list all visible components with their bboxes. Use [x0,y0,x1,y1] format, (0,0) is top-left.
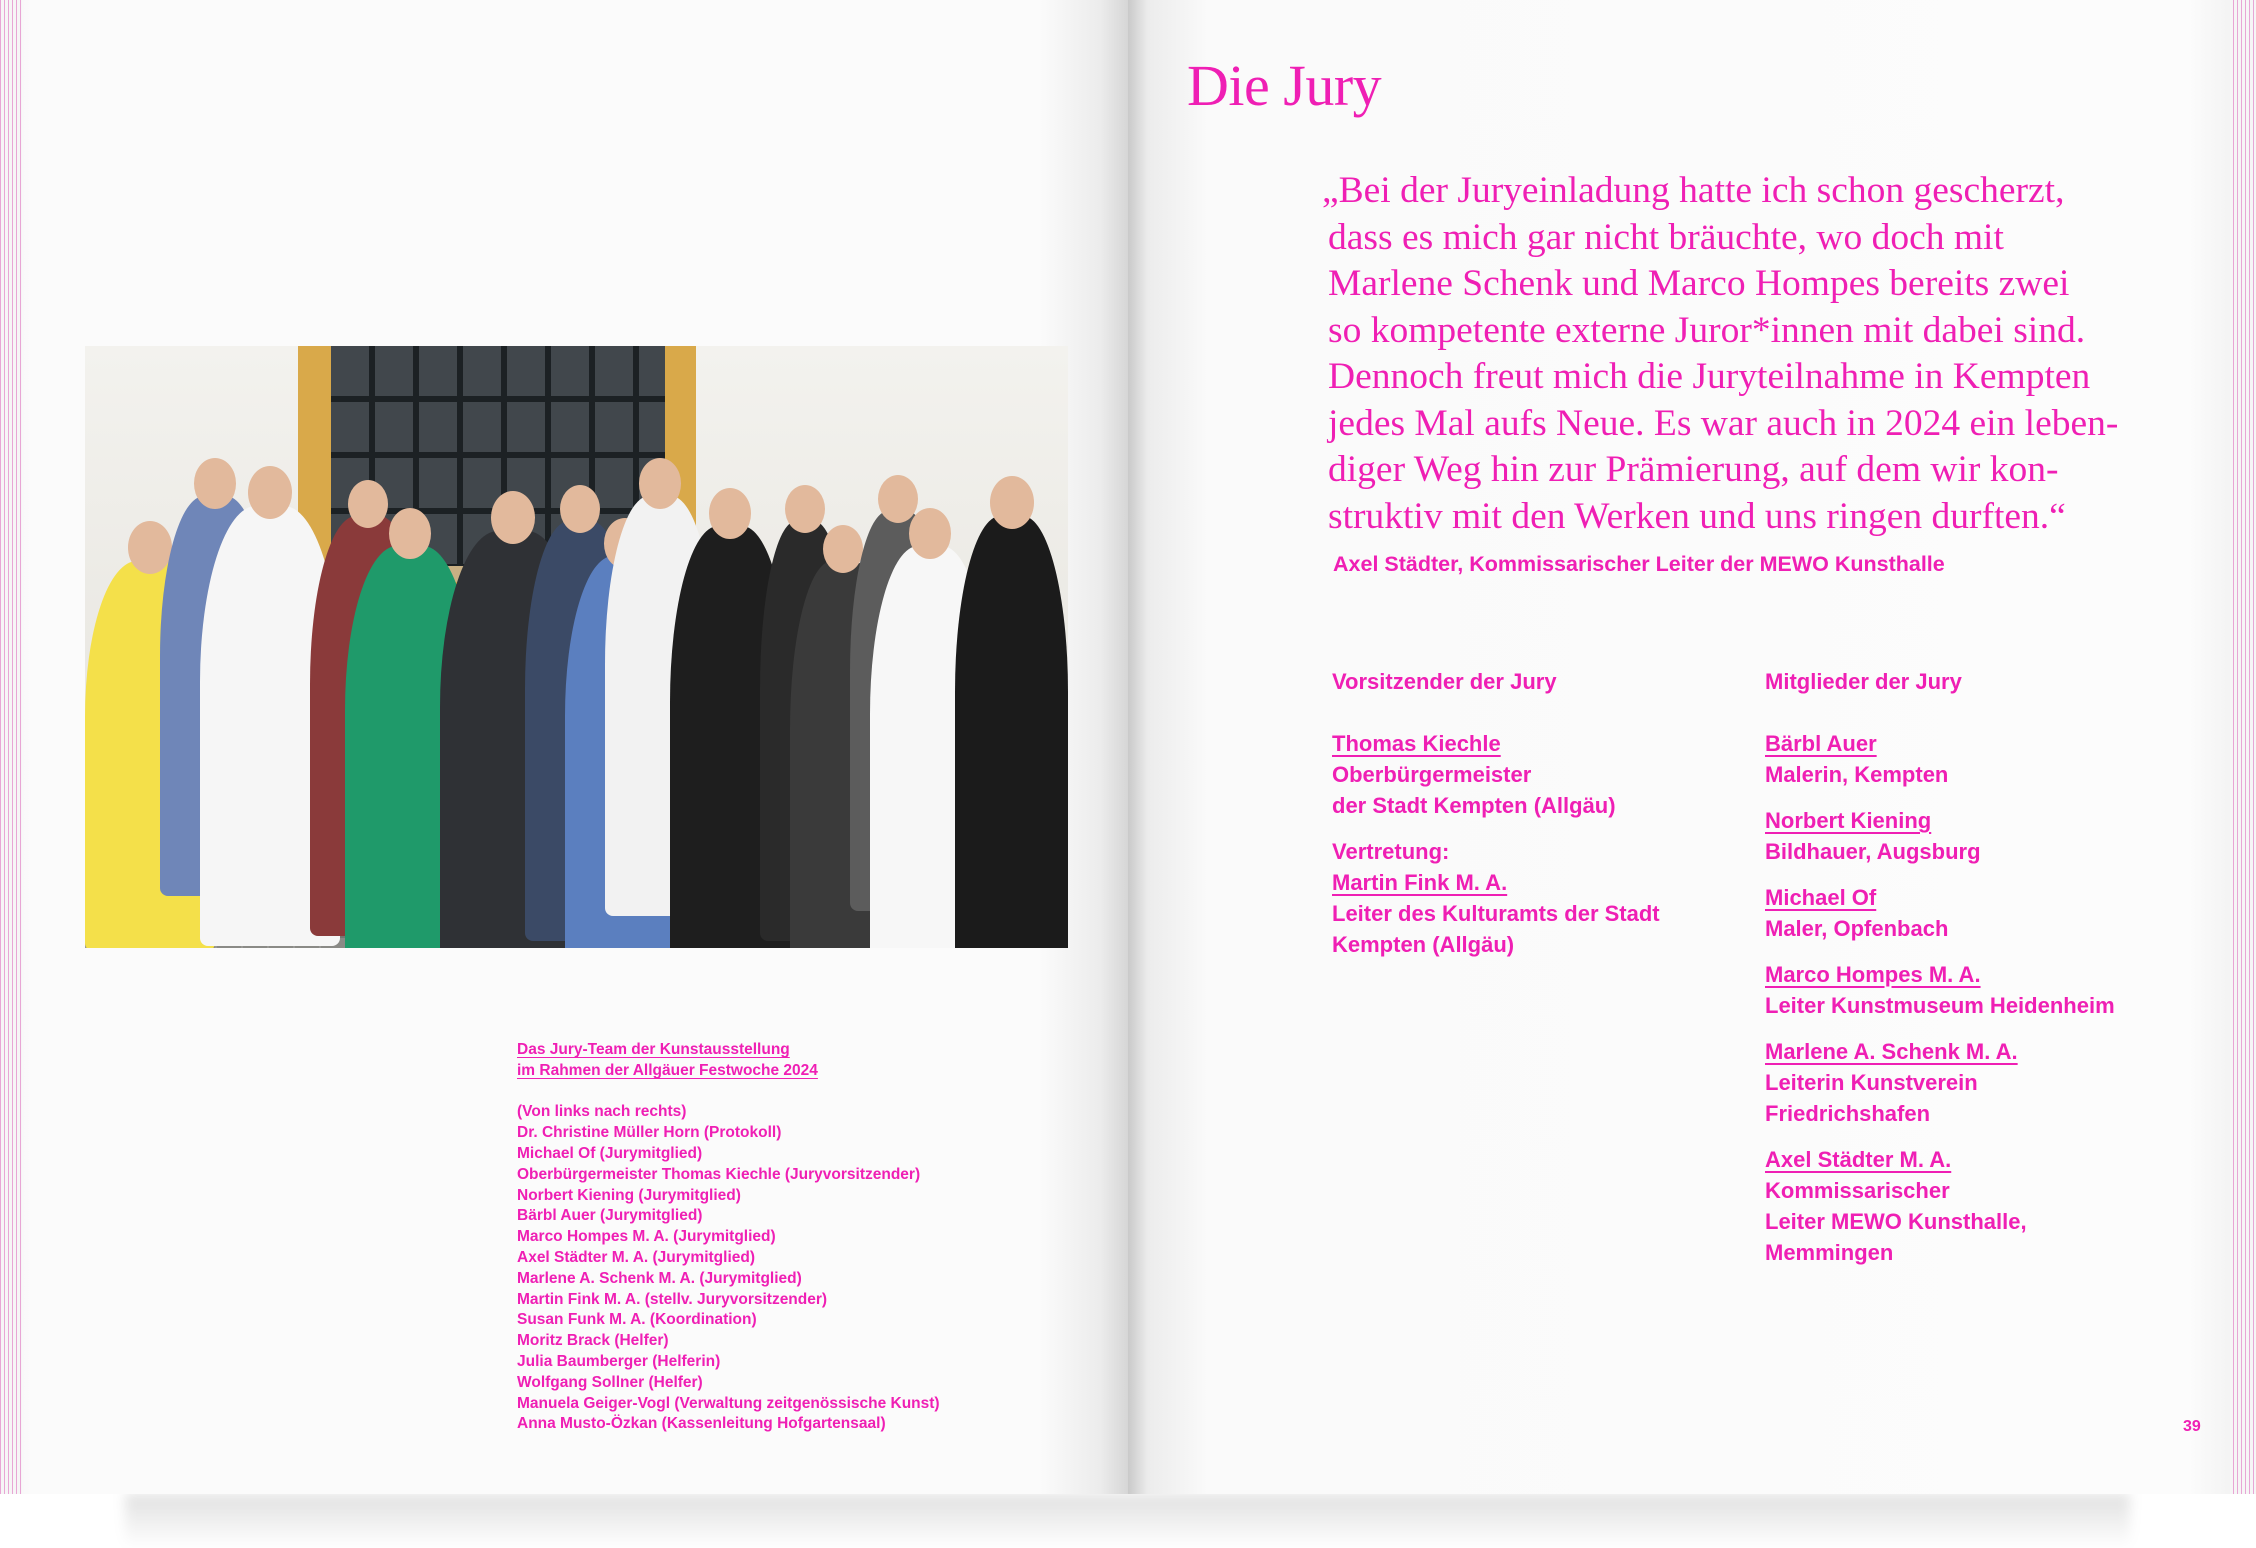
member-role-line: Malerin, Kempten [1765,762,1949,787]
caption-person: Dr. Christine Müller Horn (Protokoll) [517,1124,782,1142]
caption-person: Bärbl Auer (Jurymitglied) [517,1207,703,1225]
member-role-line: Kommissarischer [1765,1178,1950,1203]
caption-person: Michael Of (Jurymitglied) [517,1144,703,1162]
member-name: Marlene A. Schenk M. A. [1765,1039,2018,1064]
member-role-line: Bildhauer, Augsburg [1765,839,1981,864]
caption-person: Oberbürgermeister Thomas Kiechle (Juryvorsitzender) [517,1165,921,1183]
member-entry [1765,882,2205,944]
chair-column [1332,666,1752,975]
jury-quote [1322,168,2182,540]
quote-line: Marlene Schenk und Marco Hompes bereits zwei [1328,263,2070,304]
member-name: Bärbl Auer [1765,731,1877,756]
deputy-name: Martin Fink M. A. [1332,870,1508,895]
member-role-line: Leiter MEWO Kunsthalle, [1765,1209,2027,1234]
quote-line: struktiv mit den Werken und uns ringen durften.“ [1328,495,2066,537]
member-role-line: Memmingen [1765,1240,1894,1265]
page-number: 39 [2183,1418,2201,1435]
members-heading: Mitglieder der Jury [1765,669,1962,694]
quote-author: Axel Städter, Kommissarischer Leiter der MEWO Kunsthalle [1333,552,1945,576]
member-role-line: Friedrichshafen [1765,1101,1931,1126]
caption-people-list [517,1123,1057,1435]
member-entry [1765,959,2205,1021]
chair-heading: Vorsitzender der Jury [1332,669,1557,694]
photo-caption [517,1040,1057,1435]
chair-role-line: der Stadt Kempten (Allgäu) [1332,793,1616,818]
chair-entry [1332,728,1752,821]
deputy-label: Vertretung: [1332,839,1450,864]
page-title: Die Jury [1187,53,1382,118]
member-entry [1765,1144,2205,1268]
caption-title-line: Das Jury-Team der Kunstausstellung [517,1041,790,1058]
quote-line: jedes Mal aufs Neue. Es war auch in 2024 ein leben- [1328,402,2119,444]
caption-intro: (Von links nach rechts) [517,1103,687,1121]
page-edge-left [0,0,22,1494]
quote-line: dass es mich gar nicht bräuchte, wo doch mit [1328,216,2004,258]
page-edge-right [2230,0,2256,1494]
photo-person-silhouette [955,516,1068,948]
chair-role-line: Oberbürgermeister [1332,762,1532,787]
quote-line: „Bei der Juryeinladung hatte ich schon gescherzt, [1322,170,2065,211]
quote-line: so kompetente externe Juror*innen mit dabei sind. [1328,309,2086,351]
caption-person: Moritz Brack (Helfer) [517,1332,669,1350]
caption-person: Marco Hompes M. A. (Jurymitglied) [517,1228,776,1246]
caption-person: Susan Funk M. A. (Koordination) [517,1311,757,1329]
member-entry [1765,805,2205,867]
member-name: Marco Hompes M. A. [1765,962,1981,987]
jury-group-photo [85,346,1068,948]
quote-line: diger Weg hin zur Prämierung, auf dem wir kon- [1328,449,2059,490]
members-column [1765,666,2205,1283]
spread-shadow [125,1494,2130,1548]
deputy-entry [1332,836,1752,960]
member-name: Norbert Kiening [1765,808,1932,833]
caption-person: Wolfgang Sollner (Helfer) [517,1373,703,1391]
member-role-line: Leiterin Kunstverein [1765,1070,1978,1095]
deputy-role-line: Kempten (Allgäu) [1332,932,1515,957]
quote-line: Dennoch freut mich die Juryteilnahme in Kempten [1328,356,2091,397]
member-role-line: Maler, Opfenbach [1765,916,1949,941]
members-list [1765,728,2205,1268]
caption-title-line: im Rahmen der Allgäuer Festwoche 2024 [517,1061,818,1079]
caption-person: Axel Städter M. A. (Jurymitglied) [517,1248,755,1266]
left-page [0,0,1128,1494]
member-entry [1765,728,2205,790]
caption-person: Anna Musto-Özkan (Kassenleitung Hofgartensaal) [517,1415,886,1433]
deputy-role-line: Leiter des Kulturamts der Stadt [1332,901,1660,926]
caption-person: Marlene A. Schenk M. A. (Jurymitglied) [517,1269,802,1287]
member-name: Michael Of [1765,885,1877,910]
chair-name: Thomas Kiechle [1332,731,1501,756]
caption-person: Manuela Geiger-Vogl (Verwaltung zeitgenössische Kunst) [517,1394,940,1412]
caption-person: Norbert Kiening (Jurymitglied) [517,1186,741,1204]
caption-person: Julia Baumberger (Helferin) [517,1352,721,1370]
caption-person: Martin Fink M. A. (stellv. Juryvorsitzender) [517,1290,828,1308]
member-entry [1765,1036,2205,1129]
member-name: Axel Städter M. A. [1765,1147,1952,1172]
member-role-line: Leiter Kunstmuseum Heidenheim [1765,993,2115,1018]
